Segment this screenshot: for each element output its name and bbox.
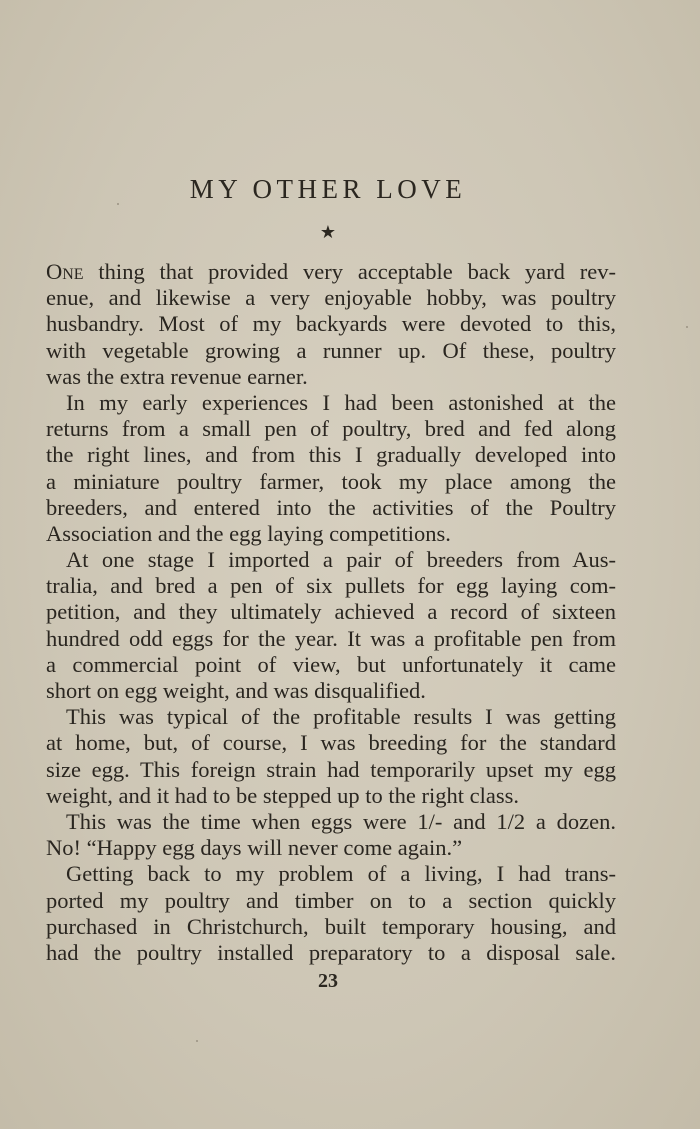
text-line: ported my poultry and timber on to a section quickly xyxy=(46,887,616,913)
text-line: hundred odd eggs for the year. It was a profitable pen from xyxy=(46,625,616,651)
text-line: a miniature poultry farmer, took my place among the xyxy=(46,468,616,494)
page-number: 23 xyxy=(318,970,338,992)
text-line: was the extra revenue earner. xyxy=(46,363,308,389)
text-line: Getting back to my problem of a living, I had trans- xyxy=(66,861,616,887)
text-line: This was typical of the profitable results I was getting xyxy=(66,704,616,730)
text-line: In my early experiences I had been astonished at the xyxy=(66,389,616,415)
text-line: size egg. This foreign strain had temporarily upset my egg xyxy=(46,756,616,782)
text-line: had the poultry installed preparatory to a disposal sale. xyxy=(46,939,616,965)
text-line: purchased in Christchurch, built temporary housing, and xyxy=(46,913,616,939)
text-line: One thing that provided very acceptable back yard rev- xyxy=(46,259,616,284)
text-line: enue, and likewise a very enjoyable hobby, was poultry xyxy=(46,285,616,311)
paper-speck xyxy=(686,326,688,328)
text-line: husbandry. Most of my backyards were devoted to this, xyxy=(46,311,616,337)
text-line: petition, and they ultimately achieved a record of sixteen xyxy=(46,599,616,625)
text-line: short on egg weight, and was disqualified. xyxy=(46,678,426,703)
text-line: breeders, and entered into the activities of the Poultry xyxy=(46,494,616,520)
text-line: the right lines, and from this I gradually developed into xyxy=(46,442,616,468)
text-line: No! “Happy egg days will never come again.” xyxy=(46,835,463,861)
text-line: tralia, and bred a pen of six pullets for egg laying com- xyxy=(46,573,616,599)
star-ornament-icon: ★ xyxy=(319,222,337,242)
text-line: Association and the egg laying competitions. xyxy=(46,520,451,546)
chapter-title: MY OTHER LOVE xyxy=(189,174,467,204)
opening-word: One xyxy=(46,259,84,284)
text-line: At one stage I imported a pair of breeders from Aus- xyxy=(66,547,616,573)
text-line: at home, but, of course, I was breeding for the standard xyxy=(46,730,616,756)
text-line: returns from a small pen of poultry, bred and fed along xyxy=(46,416,616,442)
text-line: This was the time when eggs were 1/- and 1/2 a dozen. xyxy=(66,808,616,834)
text-line: a commercial point of view, but unfortunately it came xyxy=(46,651,616,677)
body-text xyxy=(46,259,616,966)
text-line: with vegetable growing a runner up. Of these, poultry xyxy=(46,337,616,363)
paper-speck xyxy=(196,1040,198,1042)
text-line: weight, and it had to be stepped up to the right class. xyxy=(46,782,520,808)
